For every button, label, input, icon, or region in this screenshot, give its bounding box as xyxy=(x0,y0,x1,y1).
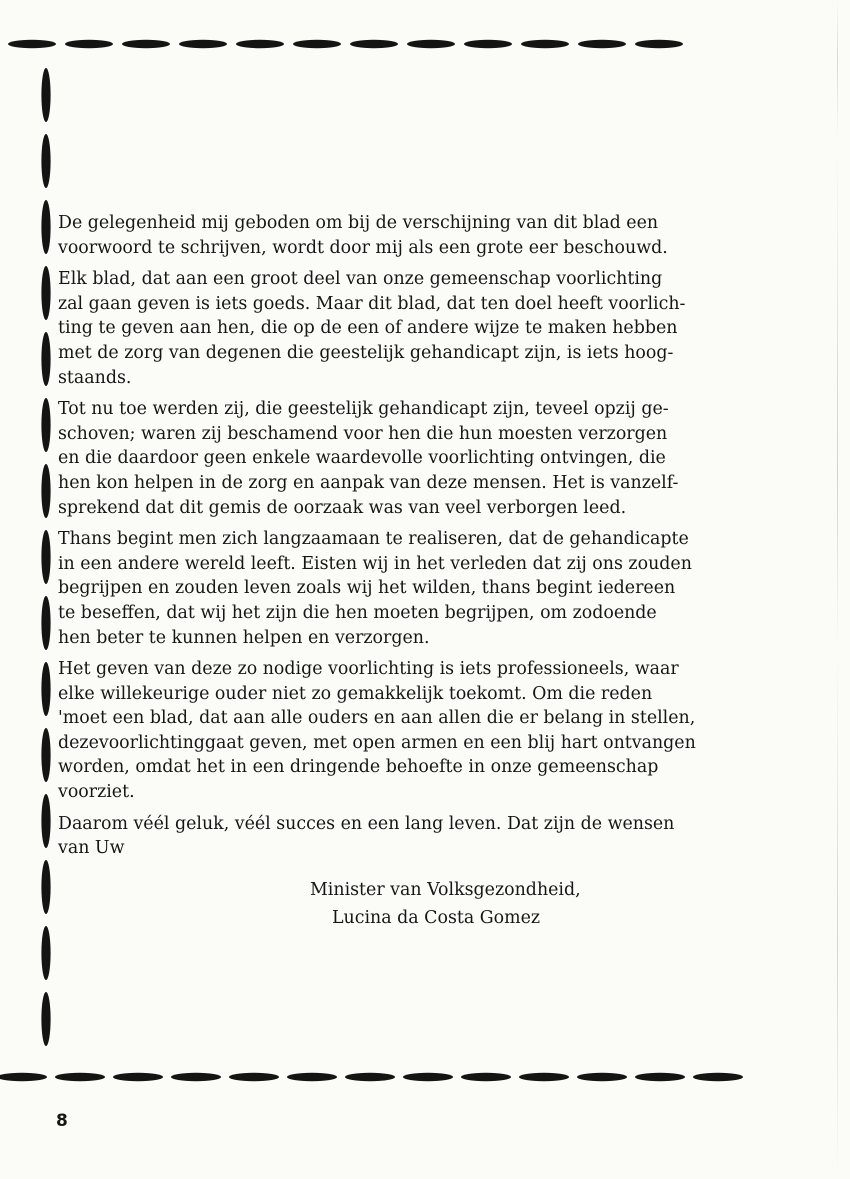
signature-block xyxy=(310,876,581,932)
text-line: 'moet een blad, dat aan alle ouders en aan allen die er belang in stellen, xyxy=(58,708,696,729)
text-line: Elk blad, dat aan een groot deel van onze gemeenschap voorlichting xyxy=(58,269,663,290)
text-line: Tot nu toe werden zij, die geestelijk gehandicapt zijn, teveel opzij ge- xyxy=(58,399,669,420)
border-ornament xyxy=(41,332,50,386)
border-ornament xyxy=(41,794,50,848)
border-ornament xyxy=(403,1073,453,1081)
border-ornament xyxy=(41,134,50,188)
border-ornament xyxy=(55,1073,105,1081)
foreword-text xyxy=(58,211,748,868)
border-ornament xyxy=(578,40,626,48)
border-ornament xyxy=(122,40,170,48)
border-ornament xyxy=(41,266,50,320)
border-ornament xyxy=(287,1073,337,1081)
text-line: voorziet. xyxy=(58,782,135,803)
text-line: in een andere wereld leeft. Eisten wij in het verleden dat zij ons zouden xyxy=(58,553,692,574)
border-ornament xyxy=(41,530,50,584)
border-ornament xyxy=(41,860,50,914)
page-number: 8 xyxy=(56,1111,68,1131)
border-ornament xyxy=(464,40,512,48)
border-ornament xyxy=(0,1073,47,1081)
text-line: voorwoord te schrijven, wordt door mij als een grote eer beschouwd. xyxy=(58,237,668,258)
border-ornament xyxy=(41,398,50,452)
text-line: staands. xyxy=(58,367,132,388)
border-ornament xyxy=(693,1073,743,1081)
paragraph xyxy=(58,211,748,260)
border-ornament xyxy=(577,1073,627,1081)
border-ornament xyxy=(8,40,56,48)
text-line: elke willekeurige ouder niet zo gemakkelijk toekomt. Om die reden xyxy=(58,683,653,704)
border-ornament xyxy=(41,728,50,782)
border-ornament xyxy=(41,200,50,254)
paragraph xyxy=(58,397,748,520)
paragraph xyxy=(58,812,748,861)
text-line: hen beter te kunnen helpen en verzorgen. xyxy=(58,627,430,648)
text-line: schoven; waren zij beschamend voor hen die hun moesten verzorgen xyxy=(58,423,668,444)
border-ornament xyxy=(171,1073,221,1081)
text-line: Daarom véél geluk, véél succes en een lang leven. Dat zijn de wensen xyxy=(58,813,675,834)
text-line: begrijpen en zouden leven zoals wij het wilden, thans begint iedereen xyxy=(58,578,676,599)
border-ornament xyxy=(236,40,284,48)
border-ornament xyxy=(350,40,398,48)
left-border-ornament xyxy=(41,68,50,1046)
signature-title: Minister van Volksgezondheid, xyxy=(310,880,581,900)
border-ornament xyxy=(293,40,341,48)
text-line: worden, omdat het in een dringende behoefte in onze gemeenschap xyxy=(58,757,659,778)
border-ornament xyxy=(41,68,50,122)
border-ornament xyxy=(229,1073,279,1081)
border-ornament xyxy=(461,1073,511,1081)
border-ornament xyxy=(113,1073,163,1081)
paragraph xyxy=(58,657,748,805)
border-ornament xyxy=(41,596,50,650)
text-line: De gelegenheid mij geboden om bij de verschijning van dit blad een xyxy=(58,213,659,233)
text-line: Het geven van deze zo nodige voorlichting is iets professioneels, waar xyxy=(58,659,679,680)
border-ornament xyxy=(519,1073,569,1081)
border-ornament xyxy=(41,464,50,518)
text-line: te beseffen, dat wij het zijn die hen moeten begrijpen, om zodoende xyxy=(58,602,657,623)
border-ornament xyxy=(41,926,50,980)
border-ornament xyxy=(41,992,50,1046)
border-ornament xyxy=(41,662,50,716)
text-line: sprekend dat dit gemis de oorzaak was van veel verborgen leed. xyxy=(58,497,627,518)
border-ornament xyxy=(521,40,569,48)
text-line: hen kon helpen in de zorg en aanpak van deze mensen. Het is vanzelf- xyxy=(58,472,679,493)
text-line: en die daardoor geen enkele waardevolle voorlichting ontvingen, die xyxy=(58,448,666,469)
paragraph xyxy=(58,527,748,650)
text-line: met de zorg van degenen die geestelijk gehandicapt zijn, is iets hoog- xyxy=(58,342,674,363)
border-ornament xyxy=(635,40,683,48)
scan-edge-shadow xyxy=(837,0,838,1179)
border-ornament xyxy=(635,1073,685,1081)
border-ornament xyxy=(407,40,455,48)
text-line: dezevoorlichtinggaat geven, met open armen en een blij hart ontvangen xyxy=(58,732,696,753)
paragraph xyxy=(58,267,748,390)
border-ornament xyxy=(65,40,113,48)
top-border-ornament xyxy=(8,40,683,48)
text-line: zal gaan geven is iets goeds. Maar dit blad, dat ten doel heeft voorlich- xyxy=(58,293,686,314)
text-line: Thans begint men zich langzaamaan te realiseren, dat de gehandicapte xyxy=(58,529,689,550)
text-line: ting te geven aan hen, die op de een of andere wijze te maken hebben xyxy=(58,318,678,339)
text-line: van Uw xyxy=(58,838,125,859)
bottom-border-ornament xyxy=(0,1073,743,1081)
border-ornament xyxy=(179,40,227,48)
border-ornament xyxy=(345,1073,395,1081)
signature-name: Lucina da Costa Gomez xyxy=(332,908,541,928)
